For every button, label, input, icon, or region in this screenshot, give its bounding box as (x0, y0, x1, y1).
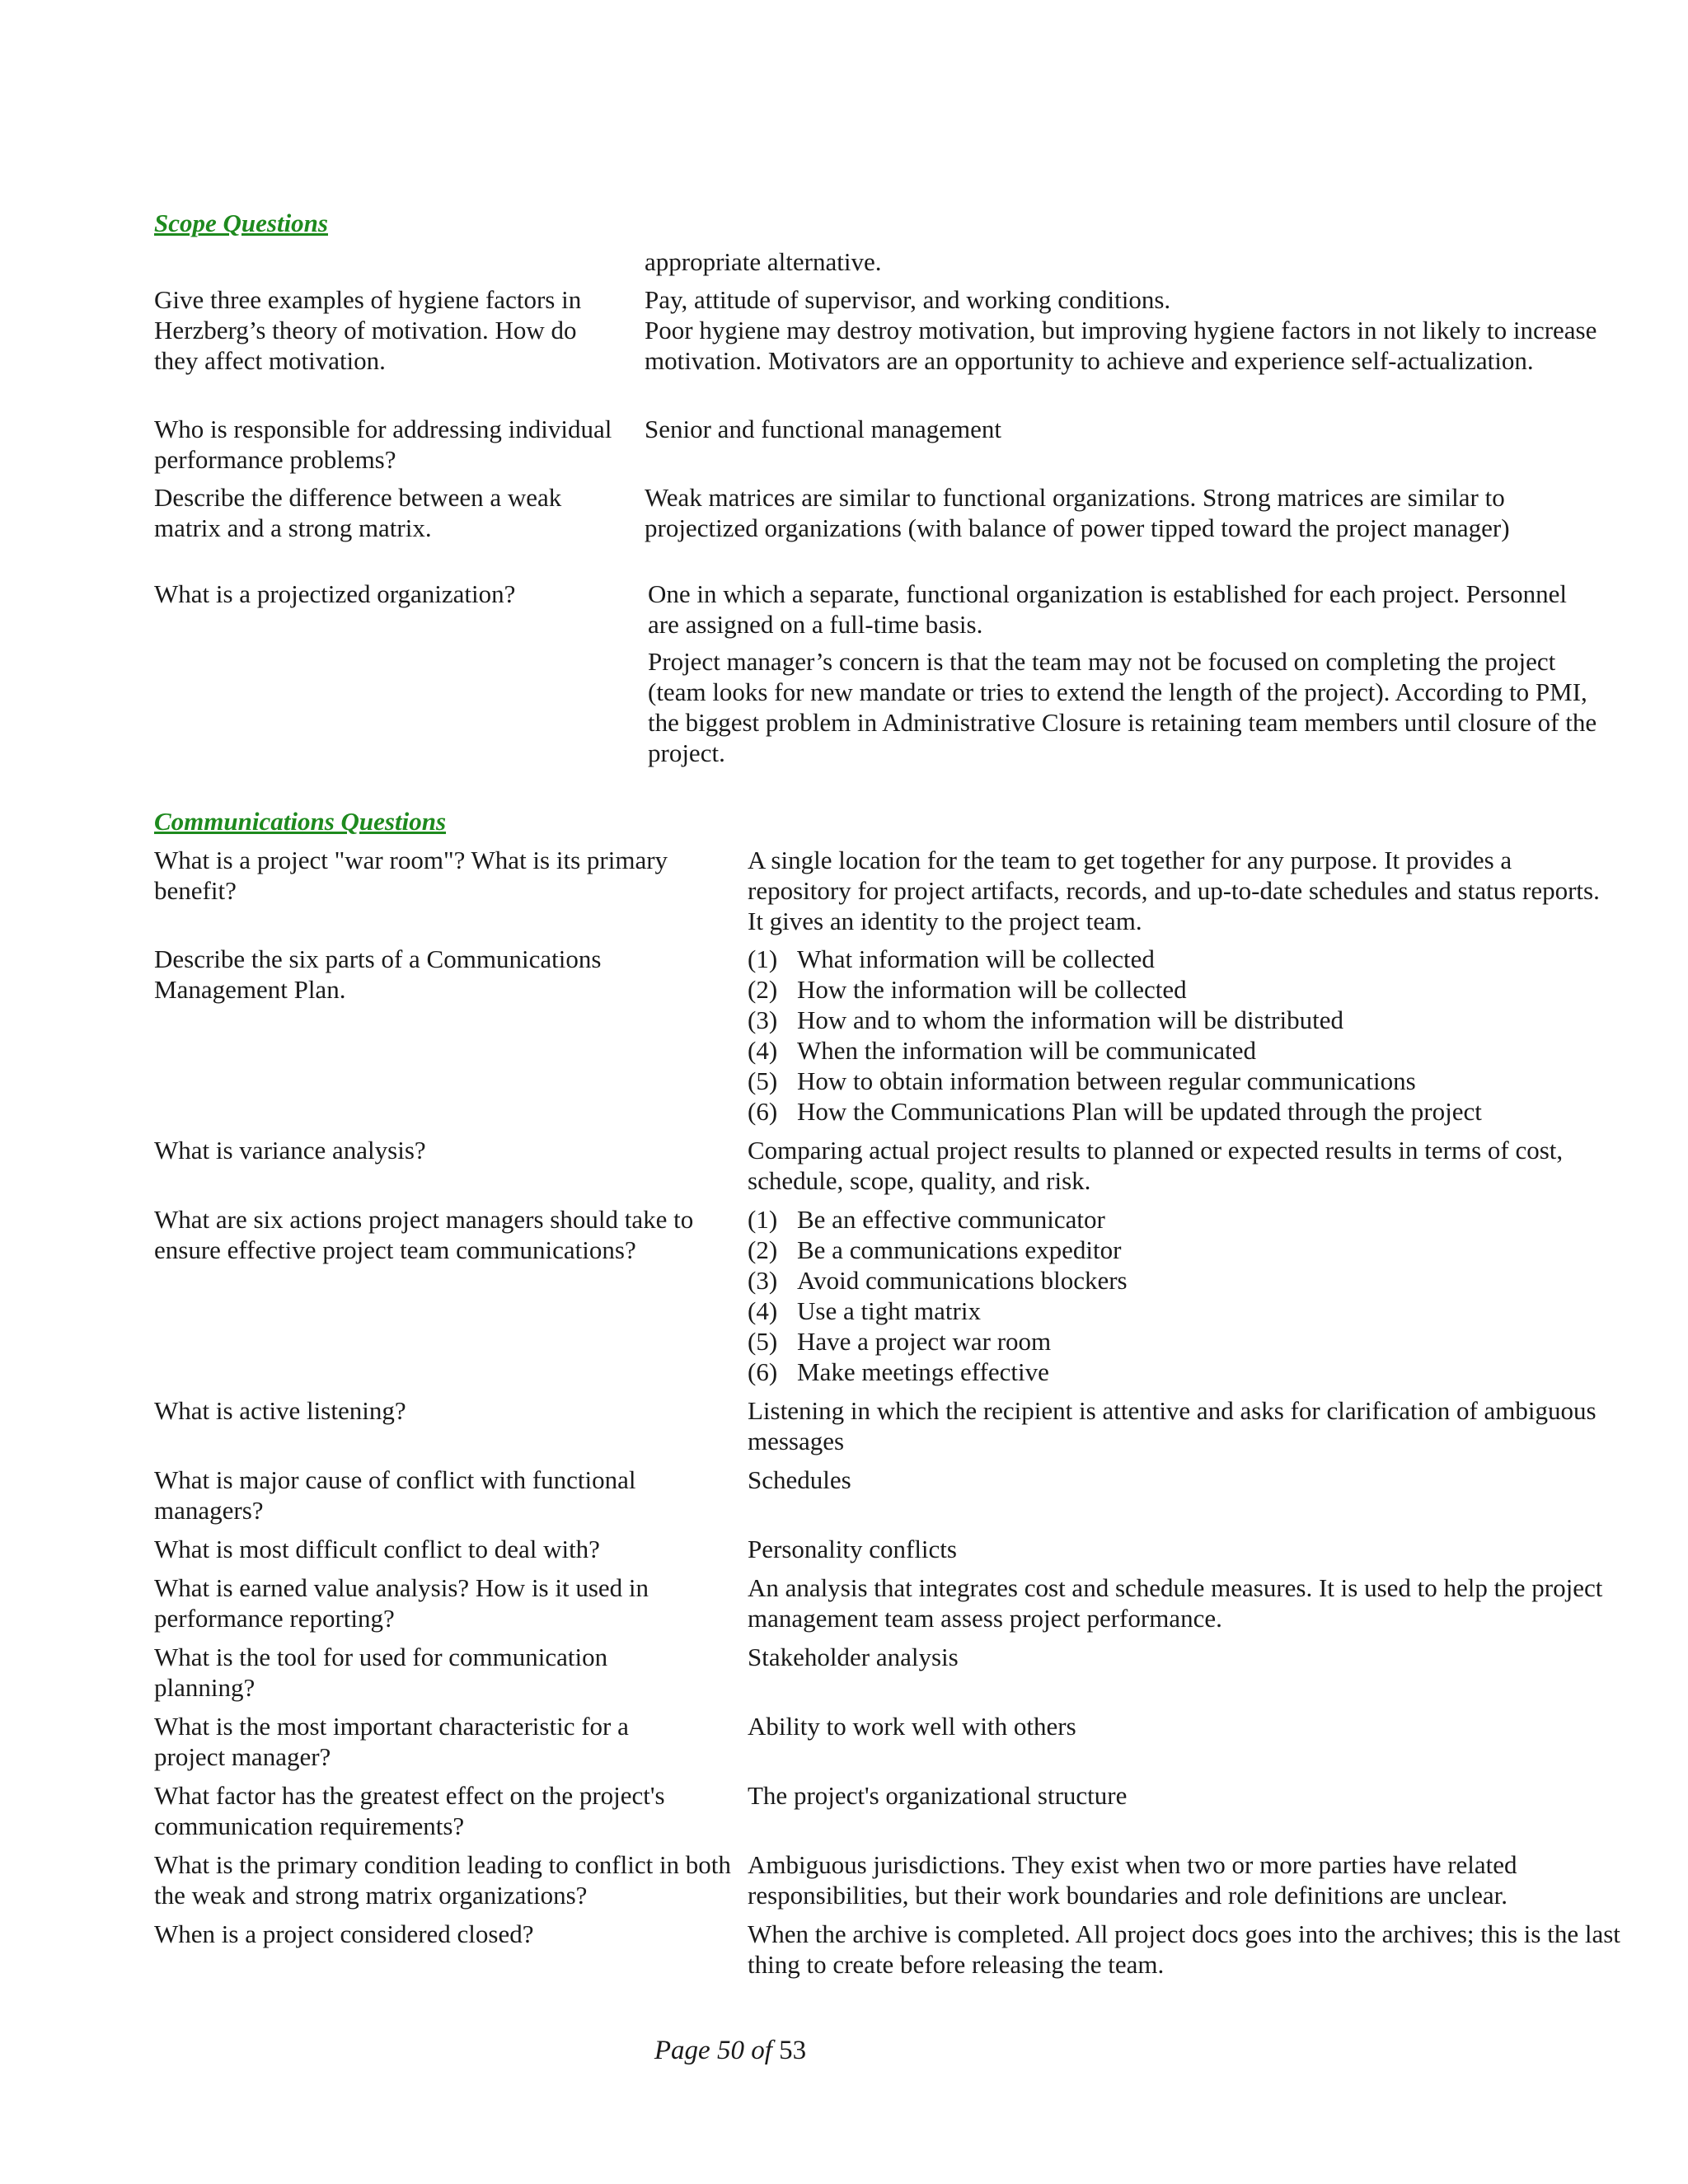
page-total: 53 (779, 2036, 807, 2065)
question: When is a project considered closed? (154, 1919, 534, 1948)
question: What are six actions project managers should take to ensure effective project team communications? (154, 1205, 694, 1264)
communications-questions-heading: Communications Questions (154, 807, 447, 836)
question: Describe the difference between a weak matrix and a strong matrix. (154, 483, 562, 542)
question: Who is responsible for addressing individual performance problems? (154, 415, 612, 474)
list-item: (6) Make meetings effective (748, 1357, 1049, 1386)
of-word: of (751, 2036, 772, 2065)
page-word: Page (654, 2036, 710, 2065)
answer: The project's organizational structure (748, 1781, 1128, 1810)
answer-line: Poor hygiene may destroy motivation, but improving hygiene factors in not likely to increase motivation. Motivators are an opportunity to achieve and experience self-actualization. (645, 316, 1597, 375)
answer: A single location for the team to get together for any purpose. It provides a repository for project artifacts, records, and up-to-date schedules and status reports. It gives an identity to the project team. (748, 846, 1600, 935)
answer-list (748, 944, 1621, 1127)
answer-list (748, 1204, 1621, 1387)
page-number: 50 (716, 2036, 744, 2065)
scope-questions-heading: Scope Questions (154, 209, 328, 237)
list-item: (2) Be a communications expeditor (748, 1235, 1122, 1264)
question: What is earned value analysis? How is it used in performance reporting? (154, 1573, 649, 1633)
question: Give three examples of hygiene factors in Herzberg’s theory of motivation. How do they affect motivation. (154, 285, 582, 375)
answer-line: Senior and functional management (645, 415, 1002, 443)
list-item: (3) Avoid communications blockers (748, 1266, 1128, 1295)
answer: Schedules (748, 1465, 851, 1494)
list-item: (2) How the information will be collected (748, 975, 1187, 1004)
list-item: (5) Have a project war room (748, 1327, 1052, 1356)
question: What factor has the greatest effect on the project's communication requirements? (154, 1781, 665, 1840)
question: What is the most important characteristic for a project manager? (154, 1712, 629, 1771)
answer: Comparing actual project results to planned or expected results in terms of cost, schedule, scope, quality, and risk. (748, 1136, 1564, 1195)
list-item: (4) When the information will be communicated (748, 1036, 1256, 1065)
question: What is a projectized organization? (154, 579, 516, 608)
answer-line: Project manager’s concern is that the team may not be focused on completing the project (team looks for new mandate or tries to extend the length of the project). According to PMI, the biggest problem in Administrative Closure is retaining team members until closure of the project. (648, 647, 1597, 767)
answer: Stakeholder analysis (748, 1643, 959, 1671)
answer: When the archive is completed. All project docs goes into the archives; this is the last thing to create before releasing the team. (748, 1919, 1620, 1979)
question: What is active listening? (154, 1396, 406, 1425)
question: What is variance analysis? (154, 1136, 426, 1165)
question: What is the tool for used for communication planning? (154, 1643, 608, 1702)
page-footer (0, 2034, 1461, 2067)
list-item: (3) How and to whom the information will be distributed (748, 1005, 1343, 1034)
answer: Ambiguous jurisdictions. They exist when two or more parties have related responsibilities, but their work boundaries and role definitions are unclear. (748, 1850, 1517, 1910)
answer: Listening in which the recipient is attentive and asks for clarification of ambiguous messages (748, 1396, 1597, 1455)
answer: Personality conflicts (748, 1535, 957, 1563)
answer: An analysis that integrates cost and schedule measures. It is used to help the project management team assess project performance. (748, 1573, 1603, 1633)
answer-line: Weak matrices are similar to functional organizations. Strong matrices are similar to projectized organizations (with balance of power tipped toward the project manager) (645, 483, 1510, 542)
question: Describe the six parts of a Communications Management Plan. (154, 944, 602, 1004)
list-item: (1) What information will be collected (748, 944, 1155, 973)
list-item: (6) How the Communications Plan will be updated through the project (748, 1097, 1482, 1126)
list-item: (1) Be an effective communicator (748, 1205, 1105, 1234)
answer-line: Pay, attitude of supervisor, and working conditions. (645, 285, 1171, 314)
question: What is major cause of conflict with functional managers? (154, 1465, 636, 1525)
list-item: (5) How to obtain information between regular communications (748, 1066, 1416, 1095)
list-item: (4) Use a tight matrix (748, 1296, 981, 1325)
answer (645, 482, 1617, 543)
answer (645, 414, 1617, 444)
answer (645, 284, 1617, 376)
answer-line: One in which a separate, functional organization is established for each project. Personnel are assigned on a full-time basis. (648, 579, 1568, 639)
question: What is the primary condition leading to conflict in both the weak and strong matrix organizations? (154, 1850, 731, 1910)
scope-continuation-text: appropriate alternative. (645, 247, 882, 276)
question: What is most difficult conflict to deal with? (154, 1535, 600, 1563)
question: What is a project "war room"? What is its primary benefit? (154, 846, 668, 905)
answer (648, 579, 1604, 768)
answer: Ability to work well with others (748, 1712, 1076, 1741)
